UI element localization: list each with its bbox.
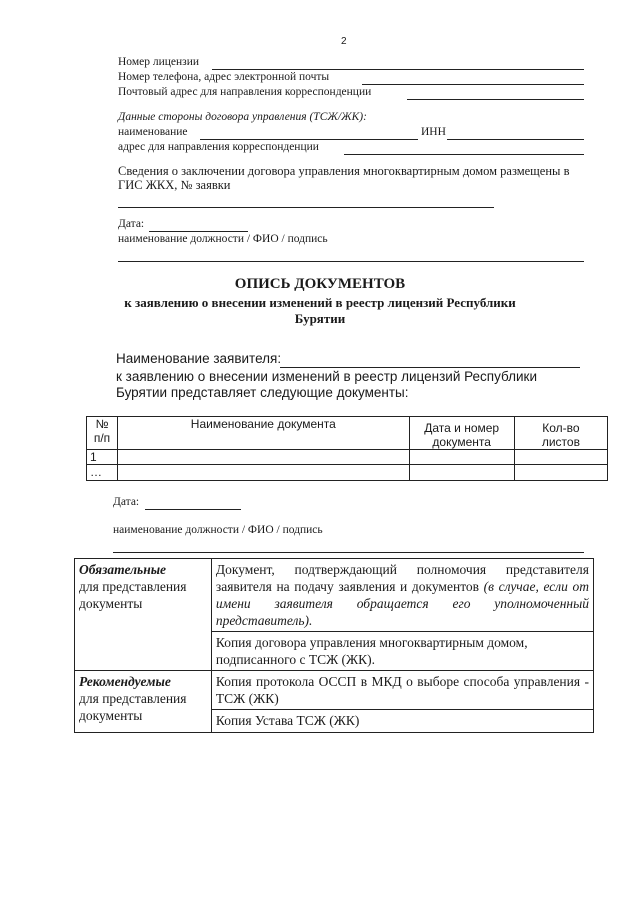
party-name-line[interactable] bbox=[200, 139, 418, 140]
recommended-item-2: Копия Устава ТСЖ (ЖК) bbox=[211, 710, 593, 733]
phone-email-line[interactable] bbox=[362, 84, 584, 85]
row-num-cell: 1 bbox=[87, 450, 118, 465]
inventory-table bbox=[86, 416, 608, 481]
party-address-label: адрес для направления корреспонденции bbox=[118, 141, 319, 153]
recommended-row-1 bbox=[75, 671, 594, 710]
mandatory-label-cell: Обязательные для представления документы bbox=[75, 559, 212, 671]
date-line-1[interactable] bbox=[149, 231, 248, 232]
inventory-title: ОПИСЬ ДОКУМЕНТОВ bbox=[234, 276, 406, 292]
inventory-subtitle-line2: Бурятии bbox=[294, 311, 346, 326]
row-name-cell[interactable] bbox=[118, 465, 410, 481]
postal-address-line[interactable] bbox=[407, 99, 584, 100]
row-count-cell[interactable] bbox=[514, 465, 607, 481]
party-name-label: наименование bbox=[118, 126, 188, 138]
inventory-subtitle-line1: к заявлению о внесении изменений в реестр лицензий Республики bbox=[124, 295, 516, 310]
signature-line-1[interactable] bbox=[118, 261, 584, 262]
mandatory-item-2: Копия договора управления многоквартирным домом, подписанного с ТСЖ (ЖК). bbox=[211, 632, 593, 671]
party-heading: Данные стороны договора управления (ТСЖ/ЖК): bbox=[118, 111, 367, 123]
inn-line[interactable] bbox=[447, 139, 584, 140]
inn-label: ИНН bbox=[421, 126, 446, 138]
license-number-line[interactable] bbox=[212, 69, 584, 70]
col-num-header: № п/п bbox=[87, 417, 118, 450]
page-number: 2 bbox=[341, 36, 347, 47]
gis-notice-line1: Сведения о заключении договора управления многоквартирным домом размещены в bbox=[118, 164, 570, 178]
col-date-header: Дата и номер документа bbox=[409, 417, 514, 450]
signature-label-1: наименование должности / ФИО / подпись bbox=[118, 233, 328, 245]
row-count-cell[interactable] bbox=[514, 450, 607, 465]
party-address-line[interactable] bbox=[344, 154, 584, 155]
date-label-2: Дата: bbox=[113, 496, 140, 508]
phone-email-label: Номер телефона, адрес электронной почты bbox=[118, 71, 330, 83]
recommended-item-1: Копия протокола ОССП в МКД о выборе способа управления - ТСЖ (ЖК) bbox=[211, 671, 593, 710]
col-name-header: Наименование документа bbox=[118, 417, 410, 450]
inventory-header-row bbox=[87, 417, 608, 450]
recommended-label-cell: Рекомендуемые для представления документы bbox=[75, 671, 212, 733]
row-name-cell[interactable] bbox=[118, 450, 410, 465]
mandatory-row-1 bbox=[75, 559, 594, 632]
table-row[interactable] bbox=[87, 465, 608, 481]
signature-label-2: наименование должности / ФИО / подпись bbox=[113, 524, 323, 536]
license-number-label: Номер лицензии bbox=[118, 56, 199, 68]
row-date-cell[interactable] bbox=[409, 450, 514, 465]
applicant-intro-line1: к заявлению о внесении изменений в реестр лицензий Республики bbox=[116, 369, 537, 384]
date-label-1: Дата: bbox=[118, 218, 145, 230]
date-line-2[interactable] bbox=[145, 509, 241, 510]
applicant-label: Наименование заявителя: bbox=[116, 351, 282, 366]
applicant-intro-line2: Бурятии представляет следующие документы: bbox=[116, 385, 409, 400]
applicant-line[interactable] bbox=[280, 367, 580, 368]
gis-notice-line2: ГИС ЖКХ, № заявки bbox=[118, 178, 231, 192]
row-date-cell[interactable] bbox=[409, 465, 514, 481]
postal-address-label: Почтовый адрес для направления корреспонденции bbox=[118, 86, 372, 98]
signature-line-2[interactable] bbox=[113, 552, 584, 553]
gis-application-line[interactable] bbox=[118, 207, 494, 208]
mandatory-item-1: Документ, подтверждающий полномочия представителя заявителя на подачу заявления и документов (в случае, если от имени заявителя обращается его уполномоченный представитель). bbox=[211, 559, 593, 632]
col-count-header: Кол-во листов bbox=[514, 417, 607, 450]
documents-table bbox=[74, 558, 594, 733]
table-row[interactable] bbox=[87, 450, 608, 465]
row-num-cell: … bbox=[87, 465, 118, 481]
